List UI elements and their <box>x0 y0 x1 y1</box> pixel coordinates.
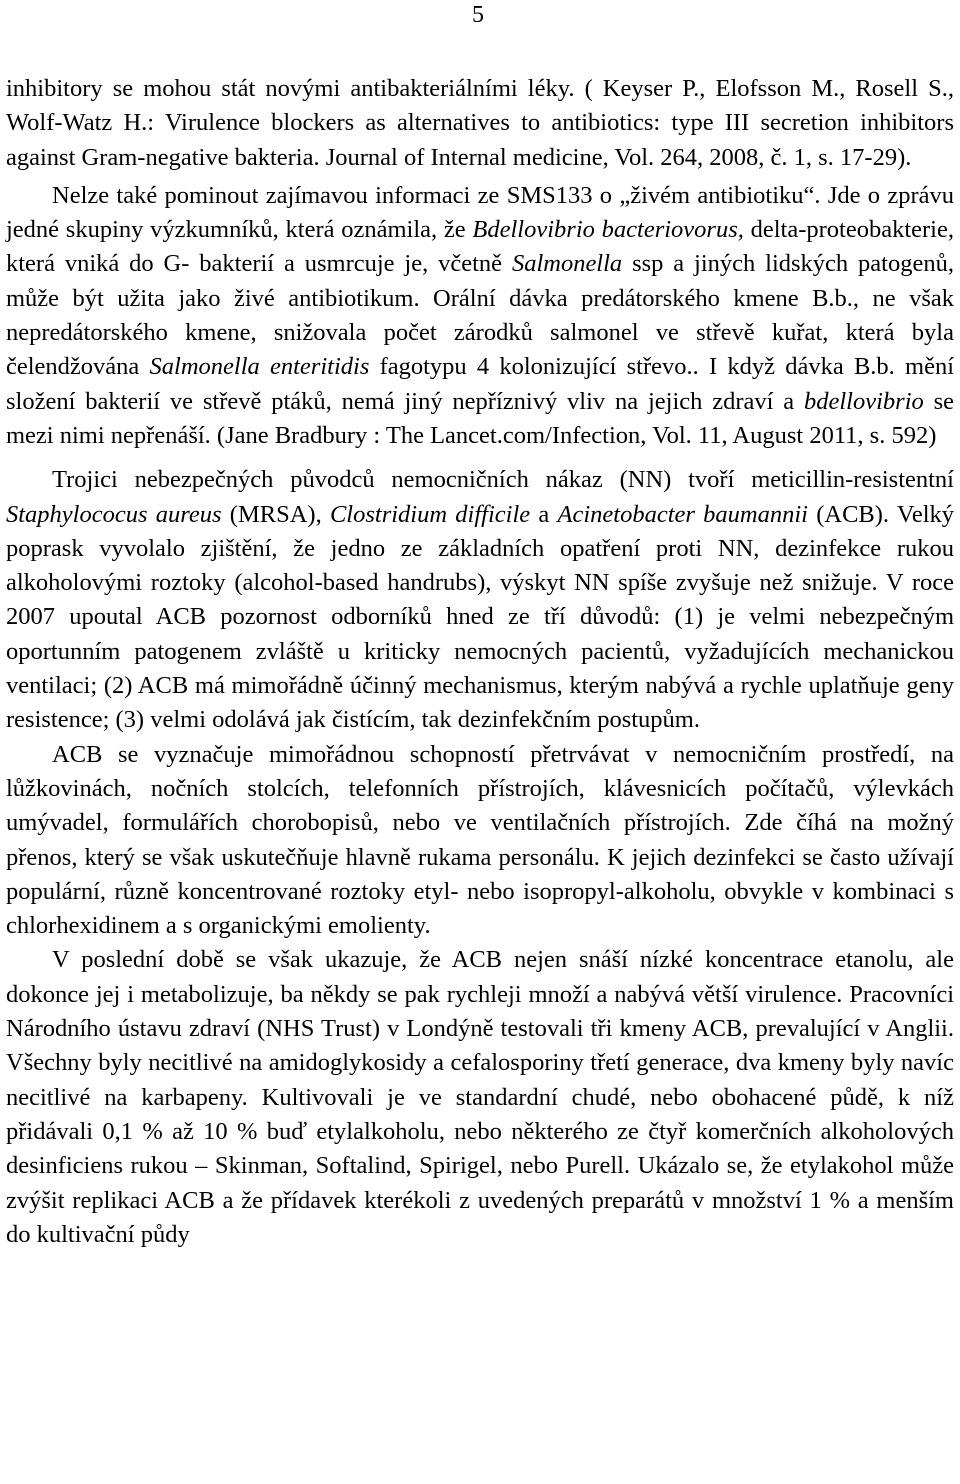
paragraph-2-species-bdellovibrio: Bdellovibrio bacteriovorus, <box>472 216 744 244</box>
paragraph-2-text-3: ssp a jiných lidských patogenů, může být užita jako živé antibiotikum. Orální dávka predátorského kmene B.b., ne však nepredátorského kmene, snižovala počet zárodků salmonel ve střevě kuřat, která byla čelendžována <box>6 250 954 381</box>
paragraph-2-species-enteritidis: Salmonella enteritidis <box>149 353 370 381</box>
paragraph-3-text-4: (ACB). Velký poprask vyvolalo zjištění, že jedno ze základních opatření proti NN, dezinfekce rukou alkoholovými roztoky (alcohol-based handrubs), výskyt NN spíše zvyšuje než snižuje. V roce 2007 upoutal ACB pozornost odborníků hned ze tří důvodů: (1) je velmi nebezpečným oportunním patogenem zvláště u kriticky nemocných pacientů, vyžadujících mechanickou ventilaci; (2) ACB má mimořádně účinný mechanismus, kterým nabývá a rychle uplatňuje geny resistence; (3) velmi odolává jak čistícím, tak dezinfekčním postupům. <box>6 500 955 734</box>
paragraph-2-text-2: delta-proteobakterie, která vniká do G- bakterií a usmrcuje je, včetně <box>6 216 954 278</box>
paragraph-3 <box>6 463 954 737</box>
paragraph-2 <box>6 179 954 453</box>
paragraph-3-species-clostridium: Clostridium difficile <box>329 500 531 528</box>
paragraph-4: ACB se vyznačuje mimořádnou schopností přetrvávat v nemocničním prostředí, na lůžkovinách, nočních stolcích, telefonních přístrojích, klávesnicích počítačů, výlevkách umývadel, formulářích chorobopisů, nebo ve ventilačních přístrojích. Zde číhá na možný přenos, který se však uskutečňuje hlavně rukama personálu. K jejich dezinfekci se často užívají populární, různě koncentrované roztoky etyl- nebo isopropyl-alkoholu, obvykle v kombinaci s chlorhexidinem a s organickými emolienty. <box>6 740 954 940</box>
document-body <box>6 72 954 1252</box>
paragraph-2-genus-bdellovibrio: bdellovibrio <box>803 387 924 415</box>
paragraph-3-species-staphylococus: Staphylococus aureus <box>6 500 222 528</box>
paragraph-2-text-4: fagotypu 4 kolonizující střevo.. I když dávka B.b. mění složení bakterií ve střevě ptáků, nemá jiný nepříznivý vliv na jejich zdraví a <box>6 353 954 415</box>
paragraph-3-text-1: Trojici nebezpečných původců nemocničních nákaz (NN) tvoří meticillin-resistentní <box>52 466 954 494</box>
paragraph-1: inhibitory se mohou stát novými antibakteriálními léky. ( Keyser P., Elofsson M., Rosell S., Wolf-Watz H.: Virulence blockers as alternatives to antibiotics: type III secretion inhibitors against Gram-negative bakteria. Journal of Internal medicine, Vol. 264, 2008, č. 1, s. 17-29). <box>6 75 954 171</box>
paragraph-3-text-2: (MRSA), <box>221 500 330 528</box>
page-number: 5 <box>472 2 484 28</box>
paragraph-3-text-3: a <box>530 500 558 528</box>
paragraph-2-species-salmonella: Salmonella <box>511 250 623 278</box>
paragraph-2-text-1: Nelze také pominout zajímavou informaci ze SMS133 o „živém antibiotiku“. Jde o zprávu jedné skupiny výzkumníků, která oznámila, že <box>6 181 954 244</box>
paragraph-5: V poslední době se však ukazuje, že ACB nejen snáší nízké koncentrace etanolu, ale dokonce jej i metabolizuje, ba někdy se pak rychleji množí a nabývá větší virulence. Pracovníci Národního ústavu zdraví (NHS Trust) v Londýně testovali tři kmeny ACB, prevalující v Anglii. Všechny byly necitlivé na amidoglykosidy a cefalosporiny třetí generace, dva kmeny byly navíc necitlivé na karbapeny. Kultivovali je ve standardní chudé, nebo obohacené půdě, k níž přidávali 0,1 % až 10 % buď etylalkoholu, nebo některého ze čtyř komerčních alkoholových desinficiens rukou – Skinman, Softalind, Spirigel, nebo Purell. Ukázalo se, že etylakohol může zvýšit replikaci ACB a že přídavek kterékoli z uvedených preparátů v množství 1 % a menším do kultivační půdy <box>6 946 954 1248</box>
paragraph-3-species-acinetobacter: Acinetobacter baumannii <box>557 500 808 528</box>
paragraph-2-text-5: se mezi nimi nepřenáší. (Jane Bradbury : The Lancet.com/Infection, Vol. 11, August 2011, s. 592) <box>6 387 954 449</box>
